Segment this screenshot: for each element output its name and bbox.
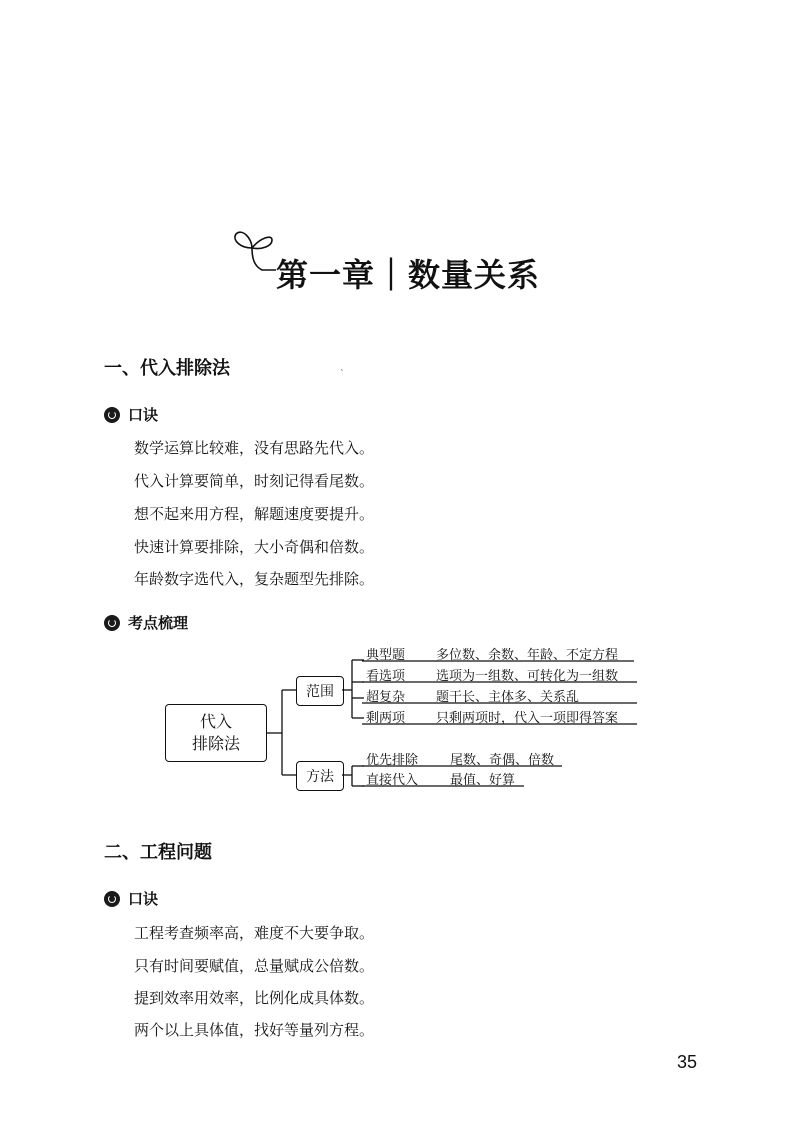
mnemonic-line: 提到效率用效率，比例化成具体数。 — [134, 989, 375, 1007]
mnemonic-line: 年龄数字选代入，复杂题型先排除。 — [134, 570, 375, 588]
method-item-name: 优先排除 — [366, 753, 419, 768]
chapter-title: 第一章｜数量关系 — [276, 256, 541, 294]
mnemonic-label: 口诀 — [128, 406, 159, 424]
mnemonic-line: 快速计算要排除，大小奇偶和倍数。 — [134, 538, 375, 556]
section-heading: 一、代入排除法 — [104, 358, 230, 379]
scope-item-desc: 多位数、余数、年龄、不定方程 — [436, 648, 619, 663]
method-item-name: 直接代入 — [366, 773, 419, 788]
mnemonic-line: 两个以上具体值，找好等量列方程。 — [134, 1021, 375, 1039]
scope-item-name: 典型题 — [366, 648, 406, 663]
page-number: 35 — [676, 1052, 697, 1072]
scope-item-desc: 只剩两项时，代入一项即得答案 — [436, 711, 619, 726]
mnemonic-line: 数学运算比较难，没有思路先代入。 — [134, 439, 375, 457]
mindmap-root: 代入 排除法 — [165, 704, 267, 762]
scope-item-name: 超复杂 — [366, 690, 406, 705]
mnemonic-line: 只有时间要赋值，总量赋成公倍数。 — [134, 957, 375, 975]
mnemonic-label: 口诀 — [128, 890, 159, 908]
bullet-icon — [104, 891, 120, 907]
outline-label: 考点梳理 — [128, 614, 189, 632]
scope-item-name: 看选项 — [366, 669, 406, 684]
scope-item-name: 剩两项 — [366, 711, 406, 726]
mnemonic-line: 工程考查频率高，难度不大要争取。 — [134, 924, 375, 942]
mnemonic-line: 想不起来用方程，解题速度要提升。 — [134, 505, 375, 523]
scan-artifact: ˎ — [340, 362, 345, 372]
section-heading: 二、工程问题 — [104, 842, 212, 863]
mnemonic-line: 代入计算要简单，时刻记得看尾数。 — [134, 472, 375, 490]
mnemonic-heading — [104, 888, 158, 909]
method-item-desc: 尾数、奇偶、倍数 — [450, 753, 555, 768]
method-item-desc: 最值、好算 — [450, 773, 516, 788]
scope-item-desc: 选项为一组数、可转化为一组数 — [436, 669, 619, 684]
mindmap-method-node: 方法 — [296, 761, 344, 791]
mindmap-scope-node: 范围 — [296, 676, 344, 706]
scope-item-desc: 题干长、主体多、关系乱 — [436, 690, 580, 705]
